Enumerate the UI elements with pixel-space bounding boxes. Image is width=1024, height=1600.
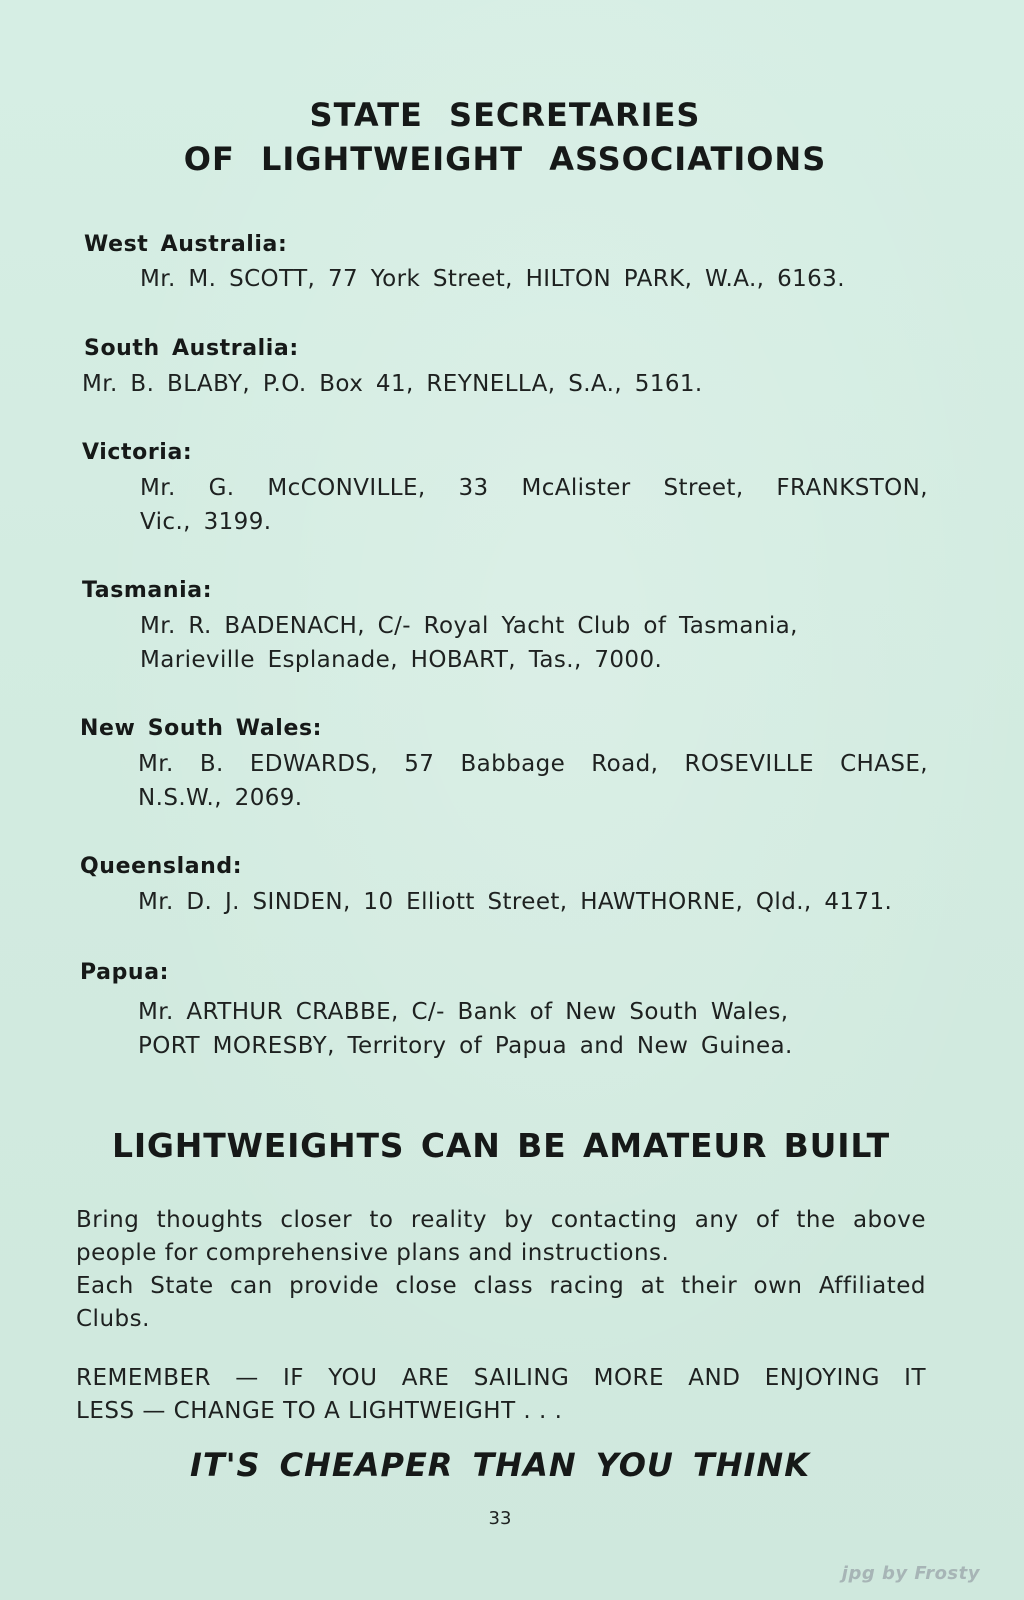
body-line: Clubs.	[76, 1306, 150, 1332]
body-line: people for comprehensive plans and instructions.	[76, 1240, 670, 1266]
state-label-tasmania: Tasmania:	[82, 578, 213, 603]
address-new-south-wales	[138, 747, 928, 815]
address-line: N.S.W., 2069.	[138, 785, 303, 811]
slogan: IT'S CHEAPER THAN YOU THINK	[190, 1446, 810, 1484]
state-label-victoria: Victoria:	[82, 440, 193, 465]
state-label-west-australia: West Australia:	[84, 232, 288, 257]
address-line: Mr. ARTHUR CRABBE, C/- Bank of New South Wales,	[138, 999, 789, 1025]
address-victoria	[140, 471, 928, 539]
address-line: Mr. B. BLABY, P.O. Box 41, REYNELLA, S.A., 5161.	[82, 371, 703, 397]
page-title-line-1: STATE SECRETARIES	[309, 96, 701, 134]
state-label-papua: Papua:	[80, 960, 170, 985]
address-south-australia	[82, 367, 842, 401]
body-line: REMEMBER — IF YOU ARE SAILING MORE AND ENJOYING IT	[76, 1365, 926, 1391]
body-line: Bring thoughts closer to reality by contacting any of the above	[76, 1207, 926, 1233]
body-paragraph-remember	[76, 1362, 926, 1428]
address-line: Mr. B. EDWARDS, 57 Babbage Road, ROSEVILLE CHASE,	[138, 751, 928, 777]
address-line: PORT MORESBY, Territory of Papua and New Guinea.	[138, 1033, 793, 1059]
body-line: LESS — CHANGE TO A LIGHTWEIGHT . . .	[76, 1398, 563, 1424]
page-title-line-2: OF LIGHTWEIGHT ASSOCIATIONS	[183, 140, 827, 178]
address-line: Marieville Esplanade, HOBART, Tas., 7000.	[140, 647, 663, 673]
state-label-south-australia: South Australia:	[84, 336, 299, 361]
address-line: Mr. R. BADENACH, C/- Royal Yacht Club of Tasmania,	[140, 613, 798, 639]
body-paragraph-contact	[76, 1204, 926, 1336]
body-line: Each State can provide close class racing at their own Affiliated	[76, 1273, 926, 1299]
address-line: Mr. D. J. SINDEN, 10 Elliott Street, HAWTHORNE, Qld., 4171.	[138, 889, 893, 915]
section-heading-amateur-built: LIGHTWEIGHTS CAN BE AMATEUR BUILT	[112, 1126, 890, 1165]
address-queensland	[138, 885, 930, 919]
address-line: Mr. M. SCOTT, 77 York Street, HILTON PARK, W.A., 6163.	[140, 266, 845, 292]
state-label-new-south-wales: New South Wales:	[80, 716, 323, 741]
address-papua	[138, 995, 928, 1063]
page-number: 33	[488, 1508, 512, 1529]
scan-credit-watermark: jpg by Frosty	[841, 1563, 980, 1584]
address-west-australia	[140, 262, 930, 296]
address-tasmania	[140, 609, 930, 677]
state-label-queensland: Queensland:	[80, 854, 243, 879]
address-line: Mr. G. McCONVILLE, 33 McAlister Street, FRANKSTON,	[140, 475, 928, 501]
address-line: Vic., 3199.	[140, 509, 272, 535]
